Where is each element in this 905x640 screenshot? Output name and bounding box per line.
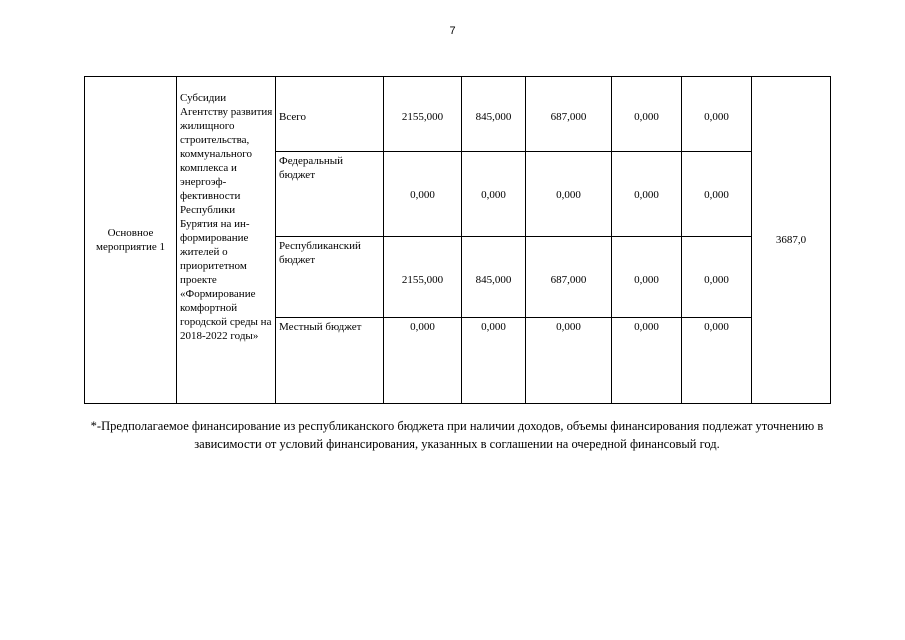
value-cell: 0,000 xyxy=(682,77,752,152)
activity-description: Субсидии Агентству развития жилищного строительства, коммунального комплекса и энергоэф-фективности Республики Бурятия на ин-формирование жителей о приоритетном проекте «Формирование комфортной городской среды на 2018-2022 годы» xyxy=(180,92,273,342)
total-value: 3687,0 xyxy=(775,234,807,246)
value-cell: 687,000 xyxy=(526,77,612,152)
value-cell: 0,000 xyxy=(612,237,682,318)
value-cell: 0,000 xyxy=(462,318,526,404)
value-cell: 0,000 xyxy=(462,152,526,237)
page-number: 7 xyxy=(449,25,456,37)
value-cell: 0,000 xyxy=(612,152,682,237)
value-cell: 845,000 xyxy=(462,77,526,152)
value-cell: 0,000 xyxy=(612,318,682,404)
value-cell: 2155,000 xyxy=(384,77,462,152)
value-cell: 0,000 xyxy=(682,318,752,404)
value-cell: 0,000 xyxy=(526,152,612,237)
value-cell: 687,000 xyxy=(526,237,612,318)
source-label: Всего xyxy=(279,111,306,123)
table-row xyxy=(85,77,831,152)
source-label: Республиканский бюджет xyxy=(279,240,361,266)
main-activity-label: Основное мероприятие 1 xyxy=(95,227,165,253)
value-cell: 2155,000 xyxy=(384,237,462,318)
main-activity-cell xyxy=(85,77,177,404)
value-cell: 0,000 xyxy=(384,318,462,404)
financing-table xyxy=(84,76,831,404)
value-cell: 0,000 xyxy=(526,318,612,404)
value-cell: 0,000 xyxy=(612,77,682,152)
source-label: Местный бюджет xyxy=(279,321,362,333)
source-cell xyxy=(276,318,384,404)
value-cell: 845,000 xyxy=(462,237,526,318)
source-cell xyxy=(276,77,384,152)
footnote: *-Предполагаемое финансирование из республиканского бюджета при наличии доходов, объемы финансирования подлежат уточнению в зависимости от условий финансирования, указанных в соглашении на очередной финансовый год. xyxy=(90,419,824,451)
source-label: Федеральный бюджет xyxy=(279,155,344,181)
description-cell xyxy=(177,77,276,404)
value-cell: 0,000 xyxy=(682,237,752,318)
source-cell xyxy=(276,152,384,237)
value-cell: 0,000 xyxy=(682,152,752,237)
total-cell xyxy=(752,77,831,404)
value-cell: 0,000 xyxy=(384,152,462,237)
source-cell xyxy=(276,237,384,318)
